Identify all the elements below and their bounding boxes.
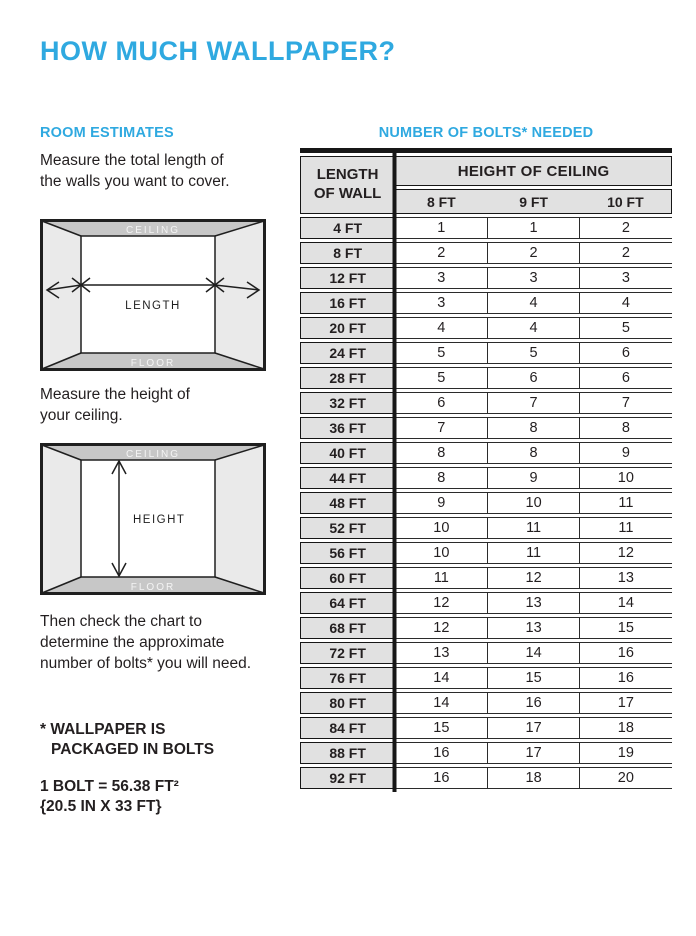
wall-length-cell: 76 FT — [300, 667, 395, 689]
bolts-10ft-cell: 16 — [580, 667, 672, 689]
table-row — [300, 217, 672, 239]
bolts-10ft-cell: 17 — [580, 692, 672, 714]
step3-line3: number of bolts* you will need. — [40, 654, 252, 672]
bolts-10ft-cell: 12 — [580, 542, 672, 564]
wall-length-cell: 36 FT — [300, 417, 395, 439]
table-row — [300, 367, 672, 389]
room-length-diagram — [40, 219, 266, 371]
wall-length-cell: 68 FT — [300, 617, 395, 639]
table-row — [300, 717, 672, 739]
wall-length-cell: 80 FT — [300, 692, 395, 714]
bolts-8ft-cell: 10 — [395, 542, 487, 564]
wallpaper-guide-page — [0, 36, 696, 936]
ceiling-label: CEILING — [125, 225, 181, 237]
table-row — [300, 442, 672, 464]
bolts-footnote — [40, 720, 300, 760]
bolt-size-info — [40, 777, 300, 817]
wall-length-cell: 40 FT — [300, 442, 395, 464]
length-of-wall-line1: LENGTH — [316, 166, 379, 184]
length-of-wall-header — [300, 156, 395, 214]
table-row — [300, 267, 672, 289]
bolts-10ft-cell: 18 — [580, 717, 672, 739]
bolts-10ft-cell: 20 — [580, 767, 672, 789]
bolts-8ft-cell: 7 — [395, 417, 487, 439]
bolts-9ft-cell: 13 — [487, 592, 579, 614]
wall-length-cell: 12 FT — [300, 267, 395, 289]
bolts-9ft-cell: 7 — [487, 392, 579, 414]
bolts-table — [300, 148, 672, 792]
bolts-10ft-cell: 19 — [580, 742, 672, 764]
wall-length-cell: 4 FT — [300, 217, 395, 239]
table-row — [300, 492, 672, 514]
bolts-10ft-cell: 11 — [580, 517, 672, 539]
room-height-diagram — [40, 443, 266, 595]
bolts-8ft-cell: 5 — [395, 342, 487, 364]
step1-line1: Measure the total length of — [40, 152, 224, 169]
bolts-10ft-cell: 7 — [580, 392, 672, 414]
bolts-10ft-cell: 10 — [580, 467, 672, 489]
bolts-8ft-cell: 8 — [395, 467, 487, 489]
wall-length-cell: 64 FT — [300, 592, 395, 614]
step1-line2: the walls you want to cover. — [40, 172, 230, 190]
bolts-9ft-cell: 5 — [487, 342, 579, 364]
left-wall — [42, 445, 81, 593]
step2-instruction — [40, 385, 300, 426]
bolts-9ft-cell: 11 — [487, 517, 579, 539]
bolts-10ft-cell: 2 — [580, 242, 672, 264]
bolts-8ft-cell: 16 — [395, 742, 487, 764]
bolts-9ft-cell: 16 — [487, 692, 579, 714]
step3-line1: Then check the chart to — [40, 613, 202, 631]
table-row — [300, 467, 672, 489]
bolts-8ft-cell: 1 — [395, 217, 487, 239]
step1-instruction — [40, 151, 300, 192]
bolts-9ft-cell: 6 — [487, 367, 579, 389]
bolts-8ft-cell: 14 — [395, 667, 487, 689]
bolts-10ft-cell: 11 — [580, 492, 672, 514]
right-wall — [215, 445, 264, 593]
wall-length-cell: 8 FT — [300, 242, 395, 264]
length-label: LENGTH — [125, 300, 181, 313]
wall-length-cell: 92 FT — [300, 767, 395, 789]
bolt-area-line: 1 BOLT = 56.38 FT² — [40, 777, 179, 795]
wall-length-cell: 32 FT — [300, 392, 395, 414]
bolts-9ft-cell: 14 — [487, 642, 579, 664]
bolts-8ft-cell: 2 — [395, 242, 487, 264]
table-row — [300, 642, 672, 664]
wall-length-cell: 60 FT — [300, 567, 395, 589]
right-wall — [215, 221, 264, 369]
bolts-9ft-cell: 13 — [487, 617, 579, 639]
table-row — [300, 417, 672, 439]
bolts-9ft-cell: 8 — [487, 417, 579, 439]
floor-label: FLOOR — [130, 358, 176, 370]
bolts-8ft-cell: 14 — [395, 692, 487, 714]
bolts-8ft-cell: 6 — [395, 392, 487, 414]
bolts-8ft-cell: 3 — [395, 267, 487, 289]
wall-length-cell: 72 FT — [300, 642, 395, 664]
col-header-9ft: 9 FT — [487, 189, 579, 214]
bolts-10ft-cell: 9 — [580, 442, 672, 464]
table-row — [300, 342, 672, 364]
bolts-10ft-cell: 14 — [580, 592, 672, 614]
bolts-8ft-cell: 3 — [395, 292, 487, 314]
footnote-line2: PACKAGED IN BOLTS — [51, 741, 215, 759]
col-header-8ft: 8 FT — [395, 189, 487, 214]
left-wall — [42, 221, 81, 369]
wall-length-cell: 28 FT — [300, 367, 395, 389]
floor-label: FLOOR — [130, 582, 176, 594]
height-of-ceiling-header: HEIGHT OF CEILING — [395, 156, 672, 186]
back-wall — [81, 236, 215, 353]
table-row — [300, 317, 672, 339]
step2-line2: your ceiling. — [40, 406, 123, 424]
bolts-9ft-cell: 11 — [487, 542, 579, 564]
bolts-8ft-cell: 16 — [395, 767, 487, 789]
bolts-9ft-cell: 4 — [487, 292, 579, 314]
bolts-10ft-cell: 15 — [580, 617, 672, 639]
step3-instruction — [40, 612, 300, 674]
wall-length-cell: 44 FT — [300, 467, 395, 489]
wall-length-cell: 48 FT — [300, 492, 395, 514]
bolts-9ft-cell: 15 — [487, 667, 579, 689]
table-row — [300, 667, 672, 689]
bolts-10ft-cell: 6 — [580, 342, 672, 364]
bolts-8ft-cell: 15 — [395, 717, 487, 739]
bolts-9ft-cell: 17 — [487, 717, 579, 739]
wall-length-cell: 52 FT — [300, 517, 395, 539]
ceiling-label: CEILING — [125, 449, 181, 461]
wall-length-cell: 88 FT — [300, 742, 395, 764]
table-row — [300, 767, 672, 789]
content-columns — [40, 125, 672, 817]
bolts-8ft-cell: 4 — [395, 317, 487, 339]
table-row — [300, 567, 672, 589]
bolts-9ft-cell: 4 — [487, 317, 579, 339]
bolts-8ft-cell: 11 — [395, 567, 487, 589]
table-column-divider — [393, 148, 397, 792]
step2-line1: Measure the height of — [40, 386, 190, 404]
bolts-9ft-cell: 17 — [487, 742, 579, 764]
wall-length-cell: 84 FT — [300, 717, 395, 739]
bolts-10ft-cell: 2 — [580, 217, 672, 239]
wall-length-cell: 56 FT — [300, 542, 395, 564]
bolts-9ft-cell: 10 — [487, 492, 579, 514]
step3-line2: determine the approximate — [40, 634, 225, 652]
bolts-9ft-cell: 9 — [487, 467, 579, 489]
bolt-dimensions-line: {20.5 IN X 33 FT} — [40, 797, 162, 815]
table-row — [300, 392, 672, 414]
bolts-table-heading: NUMBER OF BOLTS* NEEDED — [378, 125, 594, 141]
bolts-10ft-cell: 3 — [580, 267, 672, 289]
bolts-8ft-cell: 5 — [395, 367, 487, 389]
wall-length-cell: 16 FT — [300, 292, 395, 314]
table-row — [300, 292, 672, 314]
table-row — [300, 617, 672, 639]
bolts-10ft-cell: 5 — [580, 317, 672, 339]
height-label: HEIGHT — [133, 514, 186, 527]
wall-length-cell: 24 FT — [300, 342, 395, 364]
table-row — [300, 242, 672, 264]
bolts-9ft-cell: 8 — [487, 442, 579, 464]
bolts-9ft-cell: 3 — [487, 267, 579, 289]
bolts-10ft-cell: 13 — [580, 567, 672, 589]
bolts-9ft-cell: 18 — [487, 767, 579, 789]
bolts-9ft-cell: 1 — [487, 217, 579, 239]
bolts-8ft-cell: 13 — [395, 642, 487, 664]
bolts-9ft-cell: 12 — [487, 567, 579, 589]
bolts-8ft-cell: 12 — [395, 592, 487, 614]
page-title: HOW MUCH WALLPAPER? — [40, 36, 396, 66]
col-header-10ft: 10 FT — [580, 189, 672, 214]
bolts-10ft-cell: 8 — [580, 417, 672, 439]
bolts-8ft-cell: 8 — [395, 442, 487, 464]
room-estimates-heading: ROOM ESTIMATES — [40, 125, 174, 141]
bolts-8ft-cell: 12 — [395, 617, 487, 639]
table-row — [300, 517, 672, 539]
bolts-9ft-cell: 2 — [487, 242, 579, 264]
footnote-line1: * WALLPAPER IS — [40, 721, 166, 739]
length-of-wall-line2: OF WALL — [313, 185, 382, 202]
table-row — [300, 742, 672, 764]
bolts-10ft-cell: 6 — [580, 367, 672, 389]
wall-length-cell: 20 FT — [300, 317, 395, 339]
room-estimates-section — [40, 125, 300, 817]
bolts-10ft-cell: 16 — [580, 642, 672, 664]
table-row — [300, 542, 672, 564]
bolts-10ft-cell: 4 — [580, 292, 672, 314]
table-row — [300, 692, 672, 714]
bolts-8ft-cell: 10 — [395, 517, 487, 539]
bolts-needed-section — [300, 125, 672, 817]
table-row — [300, 592, 672, 614]
bolts-8ft-cell: 9 — [395, 492, 487, 514]
